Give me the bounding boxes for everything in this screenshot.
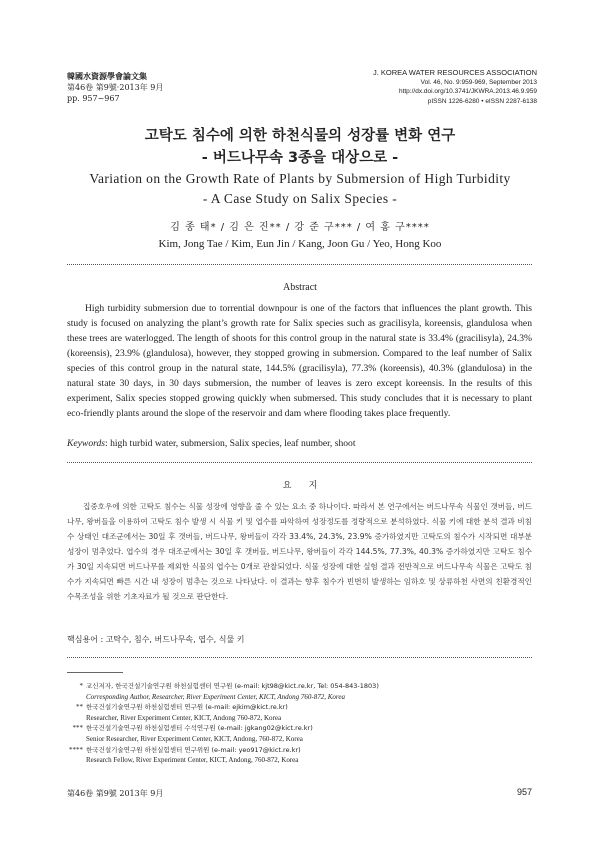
footnote [67, 723, 532, 744]
journal-volume-kr: 第46卷 第9號·2013年 9月 [67, 83, 164, 92]
footnote-en: Senior Researcher, River Experiment Center, KICT, Andong, 760-872, Korea [86, 734, 303, 743]
abstract-heading: Abstract [283, 282, 317, 293]
footnote [67, 745, 532, 766]
journal-issn: pISSN 1226-6280 • eISSN 2287-6138 [427, 97, 537, 105]
keywords-text: : high turbid water, submersion, Salix species, leaf number, shoot [105, 438, 356, 449]
authors-korean: 김 종 태* / 김 은 진** / 강 준 구*** / 여 홍 구**** [170, 222, 430, 233]
summary-body: 집중호우에 의한 고탁도 침수는 식물 성장에 영향을 줄 수 있는 요소 중 하나이다. 따라서 본 연구에서는 버드나무속 식물인 갯버들, 버드나무, 왕버들을 이용하여 고탁도 침수 발생 시 식물 키 및 엽수를 파악하여 성장정도를 정량적으로 분석하였다. 식물 키에 대한 분석 결과 비침수 상태인 대조군에서는 30일 후 갯버들, 버드나무, 왕버들이 각각 33.4%, 24.3%, 23.9% 증가하였지만 고탁도의 침수가 시작되면 대부분 성장이 멈추었다. 엽수의 경우 대조군에서는 30일 후 갯버들, 버드나무, 왕버들이 각각 144.5%, 77.3%, 40.3% 증가하였지만 고탁도 침수가 30일 지속되면 버드나무를 제외한 식물의 엽수는 0개로 관찰되었다. 식물 성장에 대한 실험 결과 전반적으로 버드나무속 식물은 고탁도 침수가 지속되면 빠른 시간 내 성장이 멈추는 것으로 나타났다. 이 결과는 향후 침수가 빈번히 발생하는 임하호 및 상류하천 사면의 친환경적인 수목조성을 위한 기초자료가 될 것으로 판단한다. [67, 502, 532, 601]
journal-header-right [373, 68, 537, 106]
journal-volume-en: Vol. 46, No. 9:959-969, September 2013 [420, 78, 537, 86]
title-english: Variation on the Growth Rate of Plants by Submersion of High Turbidity [89, 171, 511, 186]
divider [67, 657, 532, 658]
footnote-mark: ** [76, 703, 83, 712]
authors-english: Kim, Jong Tae / Kim, Eun Jin / Kang, Joon Gu / Yeo, Hong Koo [158, 238, 442, 250]
journal-header-left [67, 71, 163, 104]
page-number: 957 [516, 787, 532, 797]
footnote-mark: **** [69, 745, 83, 754]
summary-heading: 요 지 [282, 481, 318, 491]
footer-journal: 第46卷 第9號 2013年 9月 [67, 789, 164, 798]
keywords-line [67, 438, 532, 449]
footnote-kr: 교신저자, 한국건설기술연구원 하천실험센터 연구원 (e-mail: kjt98@kict.re.kr, Tel: 054-843-1803) [86, 682, 379, 690]
title-korean: 고탁도 침수에 의한 하천식물의 성장률 변화 연구 [144, 128, 456, 144]
journal-name-en: J. KOREA WATER RESOURCES ASSOCIATION [372, 68, 537, 77]
keywords-korean: 핵심용어 : 고탁수, 침수, 버드나무속, 엽수, 식물 키 [67, 635, 245, 644]
journal-doi[interactable]: http://dx.doi.org/10.3741/JKWRA.2013.46.9.959 [398, 88, 537, 95]
footnote-rule [67, 672, 123, 673]
journal-pages: pp. 957~967 [67, 94, 120, 103]
footnote-mark: * [79, 682, 83, 690]
divider [67, 462, 532, 463]
footnote-en: Researcher, River Experiment Center, KICT, Andong 760-872, Korea [86, 713, 282, 722]
footnote-en: Research Fellow, River Experiment Center, KICT, Andong, 760-872, Korea [86, 756, 299, 765]
footnote [67, 702, 532, 723]
divider [67, 264, 532, 265]
subtitle-korean: - 버드나무속 3종을 대상으로 - [201, 150, 399, 166]
footnote [67, 681, 532, 702]
footnote-kr: 한국건설기술연구원 하천실험센터 수석연구원 (e-mail: jgkang02@kict.re.kr) [86, 724, 313, 733]
journal-name-kr: 韓國水資源學會論文集 [67, 72, 147, 81]
footnote-kr: 한국건설기술연구원 하천실험센터 연구원 (e-mail: ejkim@kict.re.kr) [86, 703, 288, 712]
footnote-kr: 한국건설기술연구원 하천실험센터 연구위원 (e-mail: yeo917@kict.re.kr) [86, 745, 301, 754]
footnote-en: Corresponding Author, Researcher, River Experiment Center, KICT, Andong 760-872, Korea [86, 692, 345, 701]
subtitle-english: - A Case Study on Salix Species - [202, 191, 398, 206]
abstract-body: High turbidity submersion due to torrential downpour is one of the factors that influences the plant growth. This study is focused on analyzing the plant’s growth rate for Salix species such as gracilisyla, koreensis, glandulosa when these trees are waterlogged. The length of shoots for this control group in the natural state is 33.4% (gracilisyla), 24.3% (koreensis), 23.9% (glandulosa), however, they stopped growing in submersion. Compared to the leaf number of Salix species of this control group in the natural state, 144.5% (gracilisyla), 77.3% (koreensis), 40.3% (glandulosa) in the natural state 30 days, in 30 days submersion, the number of leaves is zero except koreensis. In the results of this experiment, Salix species stopped growing quickly when submersed. This study concludes that it is necessary to plant eco-friendly plants around the slope of the reservoir and dam where flooding takes place frequently. [67, 303, 532, 419]
footnote-mark: *** [72, 724, 83, 733]
footnotes [67, 681, 532, 766]
keywords-label: Keywords [67, 438, 106, 449]
